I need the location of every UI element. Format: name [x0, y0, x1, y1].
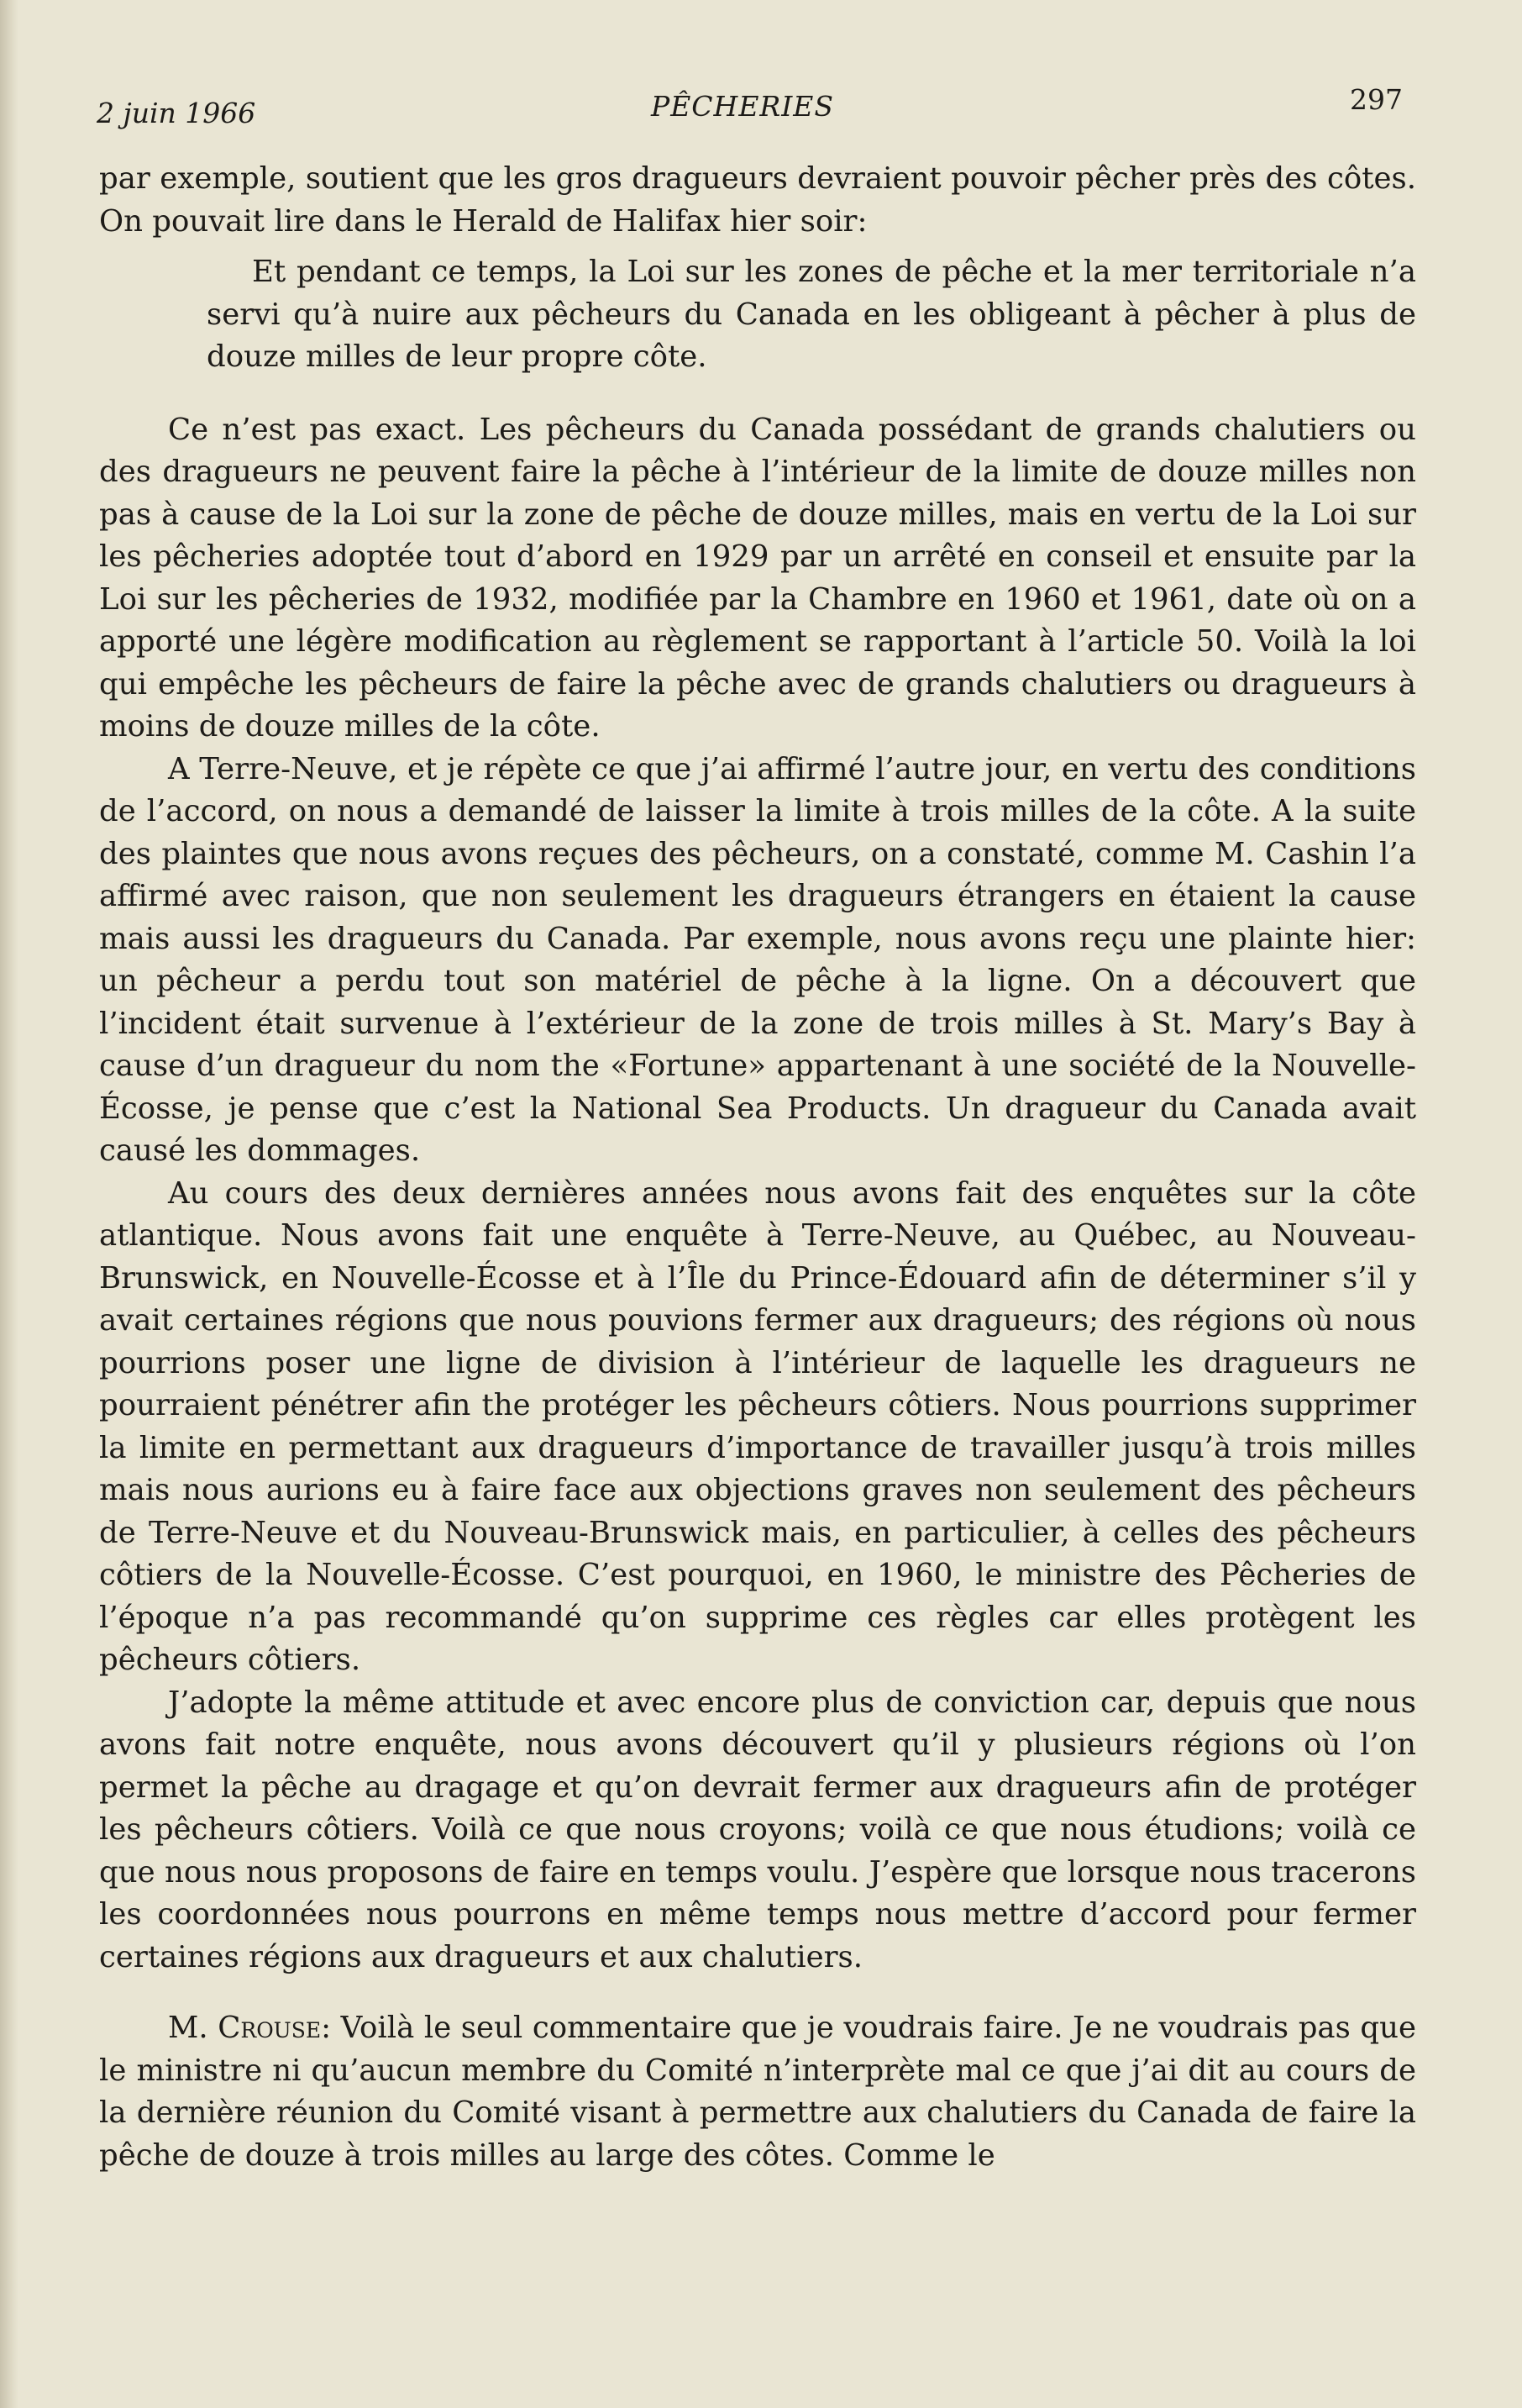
paragraph-5: J’adopte la même attitude et avec encore plus de conviction car, depuis que nous avons fait notre enquête, nous avons découvert qu’il y plusieurs régions où l’on permet la pêche au dragage et qu’on devrait fermer aux dragueurs afin de protéger les pêcheurs côtiers. Voilà ce que nous croyons; voilà ce que nous étudions; voilà ce que nous nous proposons de faire en temps voulu. J’espère que lorsque nous tracerons les coordonnées nous pourrons en même temps nous mettre d’accord pour fermer certaines régions aux dragueurs et aux chalutiers. — [99, 1685, 1416, 1974]
block-quote: Et pendant ce temps, la Loi sur les zones de pêche et la mer territoriale n’a servi qu’à nuire aux pêcheurs du Canada en les obligeant à pêcher à plus de douze milles de leur propre côte. — [207, 255, 1416, 374]
paragraph-6 — [99, 2007, 1416, 2177]
paragraph-3: A Terre-Neuve, et je répète ce que j’ai affirmé l’autre jour, en vertu des conditions de l’accord, on nous a demandé de laisser la limite à trois milles de la côte. A la suite des plaintes que nous avons reçues des pêcheurs, on a constaté, comme M. Cashin l’a affirmé avec raison, que non seulement les dragueurs étrangers en étaient la cause mais aussi les dragueurs du Canada. Par exemple, nous avons reçu une plainte hier: un pêcheur a perdu tout son matériel de pêche à la ligne. On a découvert que l’incident était survenue à l’extérieur de la zone de trois milles à St. Mary’s Bay à cause d’un dragueur du nom the «Fortune» appartenant à une société de la Nouvelle-Écosse, je pense que c’est la National Sea Products. Un dragueur du Canada avait causé les dommages. — [99, 751, 1416, 1168]
document-body — [99, 158, 1416, 2177]
paragraph-4: Au cours des deux dernières années nous avons fait des enquêtes sur la côte atlantique. Nous avons fait une enquête à Terre-Neuve, au Québec, au Nouveau-Brunswick, en Nouvelle-Écosse et à l’Île du Prince-Édouard afin de déterminer s’il y avait certaines régions que nous pouvions fermer aux dragueurs; des régions où nous pourrions poser une ligne de division à l’intérieur de laquelle les dragueurs ne pourraient pénétrer afin the protéger les pêcheurs côtiers. Nous pourrions supprimer la limite en permettant aux dragueurs d’importance de travailler jusqu’à trois milles mais nous aurions eu à faire face aux objections graves non seulement des pêcheurs de Terre-Neuve et du Nouveau-Brunswick mais, en particulier, à celles des pêcheurs côtiers de la Nouvelle-Écosse. C’est pourquoi, en 1960, le ministre des Pêcheries de l’époque n’a pas recommandé qu’on supprime ces règles car elles protègent les pêcheurs côtiers. — [99, 1175, 1416, 1677]
header-date: 2 juin 1966 — [97, 97, 256, 129]
paragraph-1: par exemple, soutient que les gros dragueurs devraient pouvoir pêcher près des côtes. On pouvait lire dans le Herald de Halifax hier soir: — [99, 161, 1416, 239]
paragraph-6-text: Voilà le seul commentaire que je voudrais faire. Je ne voudrais pas que le ministre ni qu’aucun membre du Comité n’interprète mal ce que j’ai dit au cours de la dernière réunion du Comité visant à permettre aux chalutiers du Canada de faire la pêche de douze à trois milles au large des côtes. Comme le — [99, 2011, 1416, 2173]
paragraph-2: Ce n’est pas exact. Les pêcheurs du Canada possédant de grands chalutiers ou des dragueurs ne peuvent faire la pêche à l’intérieur de la limite de douze milles non pas à cause de la Loi sur la zone de pêche de douze milles, mais en vertu de la Loi sur les pêcheries adoptée tout d’abord en 1929 par un arrêté en conseil et ensuite par la Loi sur les pêcheries de 1932, modifiée par la Chambre en 1960 et 1961, date où on a apporté une légère modification au règlement se rapportant à l’article 50. Voilà la loi qui empêche les pêcheurs de faire la pêche avec de grands chalutiers ou dragueurs à moins de douze milles de la côte. — [99, 412, 1416, 744]
header-title: PÊCHERIES — [651, 90, 834, 123]
speaker-name: M. Crouse: — [168, 2011, 332, 2045]
running-header — [92, 83, 1403, 139]
page-number: 297 — [1350, 83, 1403, 116]
